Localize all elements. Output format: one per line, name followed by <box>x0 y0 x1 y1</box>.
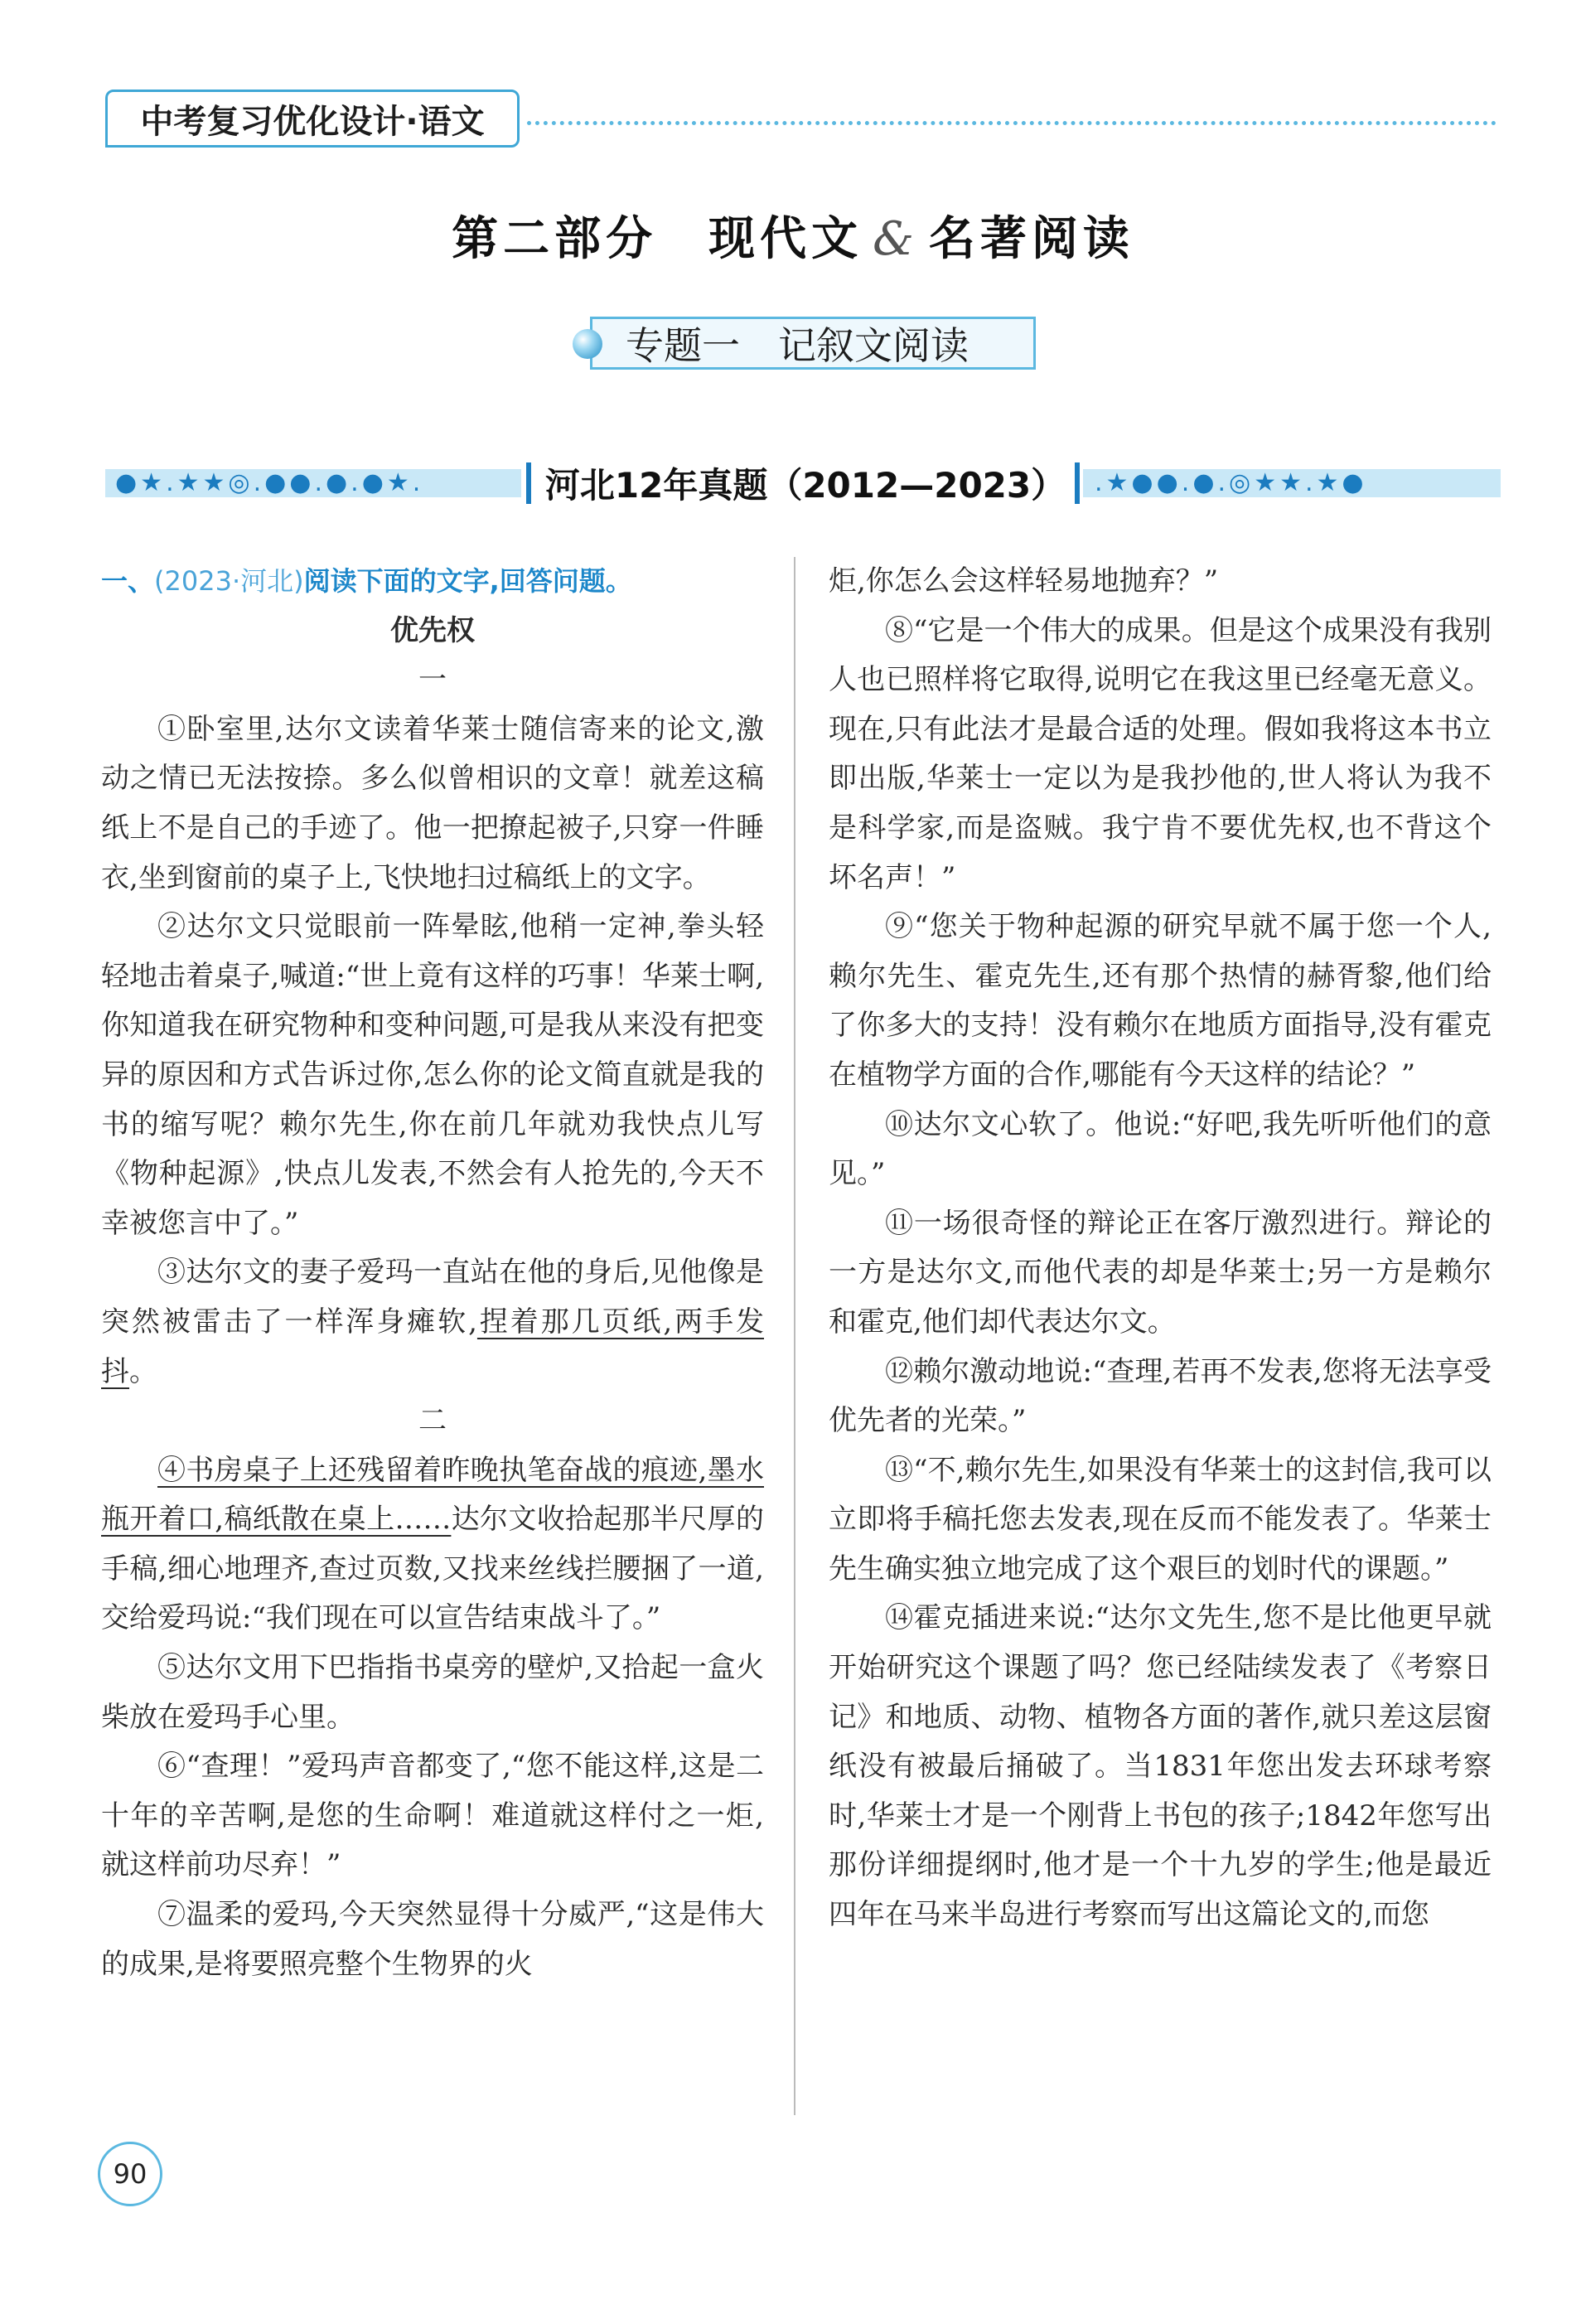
paragraph-7-continued: 炬,你怎么会这样轻易地抛弃？” <box>829 564 1219 598</box>
part-title-main: 第二部分 现代文 <box>452 211 863 266</box>
topic-label: 专题一 记叙文阅读 <box>626 323 969 368</box>
page-number-label: 90 <box>113 2158 147 2190</box>
section-marker: 二 <box>418 1404 447 1438</box>
right-column <box>829 557 1492 1940</box>
question-number: 一、 <box>101 565 155 597</box>
left-column <box>101 557 764 1989</box>
part-title-tail: 名著阅读 <box>928 211 1134 266</box>
page-number <box>98 2142 162 2206</box>
underlined-sentence: ④书房桌子上还残留着昨晚执笔奋战的痕迹,墨水瓶开着口,稿纸散在桌上…… <box>101 1453 764 1537</box>
banner-bar-right <box>1075 462 1080 504</box>
paragraph-3-end: 。 <box>129 1354 157 1388</box>
paragraph-10: ⑩达尔文心软了。他说:“好吧,我先听听他们的意见。” <box>829 1107 1492 1191</box>
book-header-label: 中考复习优化设计·语文 <box>140 102 485 141</box>
question-heading <box>101 557 764 607</box>
paragraph-4 <box>101 1446 764 1644</box>
article-title: 优先权 <box>390 613 475 647</box>
banner-decoration-right: .★●●.●.◎★★.★● <box>1083 469 1501 497</box>
paragraph-2: ②达尔文只觉眼前一阵晕眩,他稍一定神,拳头轻轻地击着桌子,喊道:“世上竟有这样的巧事！华莱士啊,你知道我在研究物种和变种问题,可是我从来没有把变异的原因和方式告诉过你,怎么你的论文简直就是我的书的缩写呢？赖尔先生,你在前几年就劝我快点儿写《物种起源》,快点儿发表,不然会有人抢先的,今天不幸被您言中了。” <box>101 910 764 1240</box>
paragraph-5: ⑤达尔文用下巴指指书桌旁的壁炉,又拾起一盒火柴放在爱玛手心里。 <box>101 1651 764 1734</box>
banner-title: 河北12年真题（2012—2023） <box>544 465 1066 506</box>
paragraph-3 <box>101 1248 764 1397</box>
ampersand-glyph: & <box>873 212 919 266</box>
paragraph-14: ⑭霍克插进来说:“达尔文先生,您不是比他更早就开始研究这个课题了吗？您已经陆续发表了《考察日记》和地质、动物、植物各方面的著作,就只差这层窗纸没有被最后捅破了。当1831年您出发去环球考察时,华莱士才是一个刚背上书包的孩子;1842年您写出那份详细提纲时,他才是一个十九岁的学生;他是最近四年在马来半岛进行考察而写出这篇论文的,而您 <box>829 1601 1492 1932</box>
underlined-sentence: 捏着那几页纸,两手发抖 <box>101 1305 764 1388</box>
blue-ball-icon <box>573 329 602 359</box>
banner-decoration-left: ●★.★★◎.●●.●.●★. <box>105 469 521 497</box>
paragraph-6: ⑥“查理！”爱玛声音都变了,“您不能这样,这是二十年的辛苦啊,是您的生命啊！难道就这样付之一炬,就这样前功尽弃！” <box>101 1750 764 1882</box>
banner-bar-left <box>526 462 531 504</box>
paragraph-4-text: 达尔文收拾起那半尺厚的手稿,细心地理齐,查过页数,又找来丝线拦腰捆了一道,交给爱玛说:“我们现在可以宣告结束战斗了。” <box>101 1503 764 1635</box>
question-source: (2023·河北) <box>154 565 304 597</box>
paragraph-9: ⑨“您关于物种起源的研究早就不属于您一个人,赖尔先生、霍克先生,还有那个热情的赫胥黎,他们给了你多大的支持！没有赖尔在地质方面指导,没有霍克在植物学方面的合作,哪能有今天这样的结论？” <box>829 910 1492 1092</box>
section-marker: 一 <box>418 663 447 697</box>
column-divider <box>794 557 795 2115</box>
topic-box <box>590 317 1036 370</box>
paragraph-8: ⑧“它是一个伟大的成果。但是这个成果没有我别人也已照样将它取得,说明它在我这里已经毫无意义。现在,只有此法才是最合适的处理。假如我将这本书立即出版,华莱士一定以为是我抄他的,世人将认为我不是科学家,而是盗贼。我宁肯不要优先权,也不背这个坏名声！” <box>829 613 1492 894</box>
paragraph-7: ⑦温柔的爱玛,今天突然显得十分威严,“这是伟大的成果,是将要照亮整个生物界的火 <box>101 1898 764 1981</box>
paragraph-12: ⑫赖尔激动地说:“查理,若再不发表,您将无法享受优先者的光荣。” <box>829 1354 1492 1438</box>
header-dotted-line <box>527 121 1497 125</box>
part-title <box>0 202 1586 269</box>
paragraph-13: ⑬“不,赖尔先生,如果没有华莱士的这封信,我可以立即将手稿托您去发表,现在反而不能发表了。华莱士先生确实独立地完成了这个艰巨的划时代的课题。” <box>829 1453 1492 1586</box>
paragraph-11: ⑪一场很奇怪的辩论正在客厅激烈进行。辩论的一方是达尔文,而他代表的却是华莱士;另一方是赖尔和霍克,他们却代表达尔文。 <box>829 1206 1492 1339</box>
section-banner <box>105 462 1501 504</box>
paragraph-1: ①卧室里,达尔文读着华莱士随信寄来的论文,激动之情已无法按捺。多么似曾相识的文章！就差这稿纸上不是自己的手迹了。他一把撩起被子,只穿一件睡衣,坐到窗前的桌子上,飞快地扫过稿纸上的文字。 <box>101 712 764 894</box>
book-header-tab <box>105 90 520 148</box>
question-text: 阅读下面的文字,回答问题。 <box>303 565 632 597</box>
paragraph-3-text: ③达尔文的妻子爱玛一直站在他的身后,见他像是突然被雷击了一样浑身瘫软, <box>101 1256 764 1339</box>
